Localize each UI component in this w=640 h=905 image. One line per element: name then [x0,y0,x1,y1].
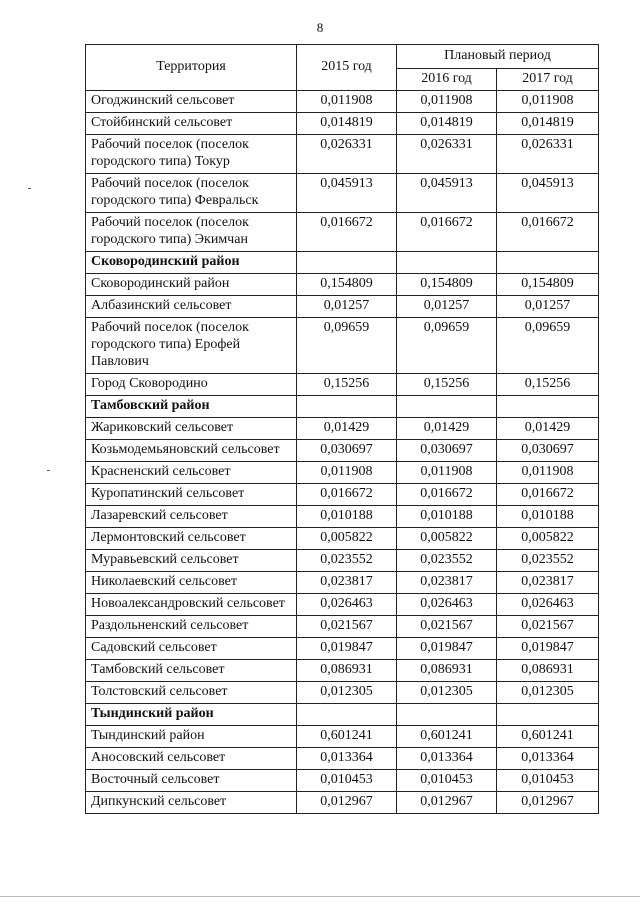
table-row [86,440,599,462]
empty-cell [397,396,497,418]
value-2016-cell: 0,086931 [397,660,497,682]
territory-cell: Стойбинский сельсовет [86,113,297,135]
table-row [86,616,599,638]
value-2017-cell: 0,045913 [497,174,599,213]
value-2016-cell: 0,01257 [397,296,497,318]
table-row [86,418,599,440]
value-2016-cell: 0,023552 [397,550,497,572]
territory-cell: Дипкунский сельсовет [86,792,297,814]
table-row [86,91,599,113]
allocation-table [85,44,599,814]
territory-cell: Куропатинский сельсовет [86,484,297,506]
value-2016-cell: 0,013364 [397,748,497,770]
table-row [86,660,599,682]
value-2015-cell: 0,154809 [297,274,397,296]
empty-cell [297,704,397,726]
value-2017-cell: 0,011908 [497,91,599,113]
territory-cell: Рабочий поселок (поселок городского типа) Ерофей Павлович [86,318,297,374]
value-2015-cell: 0,012967 [297,792,397,814]
value-2016-cell: 0,019847 [397,638,497,660]
territory-cell: Рабочий поселок (поселок городского типа) Токур [86,135,297,174]
header-2017: 2017 год [497,69,599,91]
value-2016-cell: 0,15256 [397,374,497,396]
table-row [86,682,599,704]
value-2017-cell: 0,026463 [497,594,599,616]
table-row [86,528,599,550]
territory-cell: Аносовский сельсовет [86,748,297,770]
table-row [86,770,599,792]
value-2017-cell: 0,023817 [497,572,599,594]
value-2016-cell: 0,012305 [397,682,497,704]
header-2016: 2016 год [397,69,497,91]
section-row [86,704,599,726]
value-2017-cell: 0,012967 [497,792,599,814]
territory-cell: Садовский сельсовет [86,638,297,660]
header-2015: 2015 год [297,45,397,91]
empty-cell [497,252,599,274]
empty-cell [397,252,497,274]
value-2015-cell: 0,016672 [297,484,397,506]
value-2017-cell: 0,023552 [497,550,599,572]
value-2016-cell: 0,023817 [397,572,497,594]
value-2015-cell: 0,014819 [297,113,397,135]
section-title: Тамбовский район [86,396,297,418]
table-row [86,174,599,213]
section-title: Тындинский район [86,704,297,726]
value-2015-cell: 0,019847 [297,638,397,660]
value-2015-cell: 0,016672 [297,213,397,252]
value-2015-cell: 0,023817 [297,572,397,594]
table-row [86,572,599,594]
section-row [86,396,599,418]
territory-cell: Тамбовский сельсовет [86,660,297,682]
value-2017-cell: 0,01429 [497,418,599,440]
value-2017-cell: 0,019847 [497,638,599,660]
table-row [86,726,599,748]
table-row [86,318,599,374]
value-2016-cell: 0,026331 [397,135,497,174]
value-2017-cell: 0,014819 [497,113,599,135]
empty-cell [297,252,397,274]
table-row [86,506,599,528]
territory-cell: Лермонтовский сельсовет [86,528,297,550]
value-2015-cell: 0,010453 [297,770,397,792]
value-2016-cell: 0,005822 [397,528,497,550]
table-header [86,45,599,91]
table-row [86,135,599,174]
territory-cell: Сковородинский район [86,274,297,296]
value-2017-cell: 0,601241 [497,726,599,748]
value-2015-cell: 0,030697 [297,440,397,462]
empty-cell [297,396,397,418]
table-row [86,274,599,296]
table-row [86,113,599,135]
territory-cell: Тындинский район [86,726,297,748]
value-2017-cell: 0,021567 [497,616,599,638]
table-row [86,462,599,484]
value-2016-cell: 0,014819 [397,113,497,135]
value-2017-cell: 0,154809 [497,274,599,296]
value-2017-cell: 0,005822 [497,528,599,550]
value-2016-cell: 0,01429 [397,418,497,440]
value-2015-cell: 0,09659 [297,318,397,374]
value-2015-cell: 0,026463 [297,594,397,616]
value-2016-cell: 0,010188 [397,506,497,528]
territory-cell: Огоджинский сельсовет [86,91,297,113]
territory-cell: Муравьевский сельсовет [86,550,297,572]
territory-cell: Лазаревский сельсовет [86,506,297,528]
territory-cell: Восточный сельсовет [86,770,297,792]
territory-cell: Рабочий поселок (поселок городского типа) Экимчан [86,213,297,252]
territory-cell: Николаевский сельсовет [86,572,297,594]
empty-cell [397,704,497,726]
value-2015-cell: 0,013364 [297,748,397,770]
value-2015-cell: 0,01257 [297,296,397,318]
value-2016-cell: 0,011908 [397,462,497,484]
value-2017-cell: 0,026331 [497,135,599,174]
value-2015-cell: 0,011908 [297,462,397,484]
empty-cell [497,396,599,418]
value-2017-cell: 0,016672 [497,213,599,252]
table-row [86,748,599,770]
value-2015-cell: 0,026331 [297,135,397,174]
header-planned-period: Плановый период [397,45,599,69]
value-2016-cell: 0,016672 [397,484,497,506]
value-2015-cell: 0,045913 [297,174,397,213]
value-2015-cell: 0,011908 [297,91,397,113]
territory-cell: Город Сковородино [86,374,297,396]
table-row [86,594,599,616]
table-row [86,213,599,252]
value-2015-cell: 0,010188 [297,506,397,528]
territory-cell: Албазинский сельсовет [86,296,297,318]
table-row [86,550,599,572]
scan-edge-line [0,896,640,897]
territory-cell: Рабочий поселок (поселок городского типа) Февральск [86,174,297,213]
value-2017-cell: 0,013364 [497,748,599,770]
value-2017-cell: 0,012305 [497,682,599,704]
table-row [86,792,599,814]
value-2016-cell: 0,012967 [397,792,497,814]
value-2017-cell: 0,010188 [497,506,599,528]
value-2017-cell: 0,011908 [497,462,599,484]
scan-mark [28,188,31,189]
value-2017-cell: 0,016672 [497,484,599,506]
section-row [86,252,599,274]
header-territory: Территория [86,45,297,91]
table-row [86,374,599,396]
value-2015-cell: 0,005822 [297,528,397,550]
territory-cell: Красненский сельсовет [86,462,297,484]
territory-cell: Жариковский сельсовет [86,418,297,440]
value-2016-cell: 0,010453 [397,770,497,792]
value-2017-cell: 0,15256 [497,374,599,396]
scan-mark [47,470,50,471]
table-row [86,484,599,506]
value-2015-cell: 0,086931 [297,660,397,682]
table-row [86,296,599,318]
value-2017-cell: 0,01257 [497,296,599,318]
value-2017-cell: 0,086931 [497,660,599,682]
value-2016-cell: 0,601241 [397,726,497,748]
value-2015-cell: 0,01429 [297,418,397,440]
value-2017-cell: 0,09659 [497,318,599,374]
table-row [86,638,599,660]
territory-cell: Новоалександровский сельсовет [86,594,297,616]
value-2015-cell: 0,15256 [297,374,397,396]
value-2016-cell: 0,154809 [397,274,497,296]
page-number: 8 [316,20,324,35]
value-2016-cell: 0,021567 [397,616,497,638]
territory-cell: Козьмодемьяновский сельсовет [86,440,297,462]
value-2015-cell: 0,012305 [297,682,397,704]
table-body [86,91,599,814]
territory-cell: Раздольненский сельсовет [86,616,297,638]
value-2017-cell: 0,030697 [497,440,599,462]
territory-cell: Толстовский сельсовет [86,682,297,704]
value-2015-cell: 0,021567 [297,616,397,638]
value-2015-cell: 0,023552 [297,550,397,572]
value-2015-cell: 0,601241 [297,726,397,748]
value-2017-cell: 0,010453 [497,770,599,792]
value-2016-cell: 0,016672 [397,213,497,252]
value-2016-cell: 0,045913 [397,174,497,213]
section-title: Сковородинский район [86,252,297,274]
value-2016-cell: 0,026463 [397,594,497,616]
value-2016-cell: 0,011908 [397,91,497,113]
empty-cell [497,704,599,726]
value-2016-cell: 0,09659 [397,318,497,374]
value-2016-cell: 0,030697 [397,440,497,462]
